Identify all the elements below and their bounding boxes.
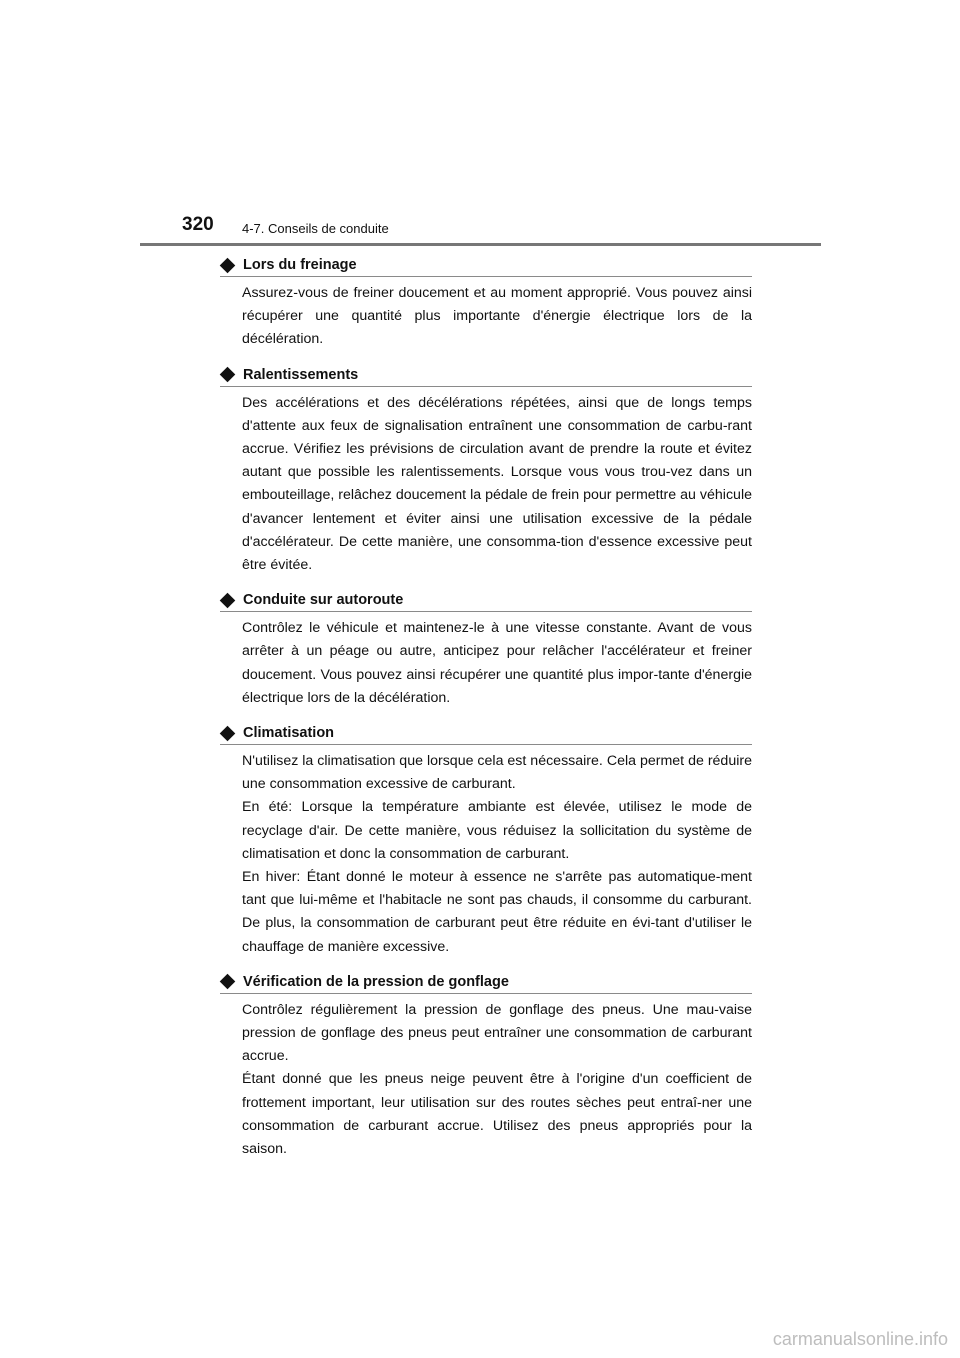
- section-paragraph: Contrôlez régulièrement la pression de gonflage des pneus. Une mau-vaise pression de gonflage des pneus peut entraîner une consommation de carburant accrue.: [242, 1001, 752, 1065]
- section-paragraph: En hiver: Étant donné le moteur à essence ne s'arrête pas automatique-ment tant que lui-même et l'habitacle ne sont pas chauds, il consomme du carburant. De plus, la consommation de carburant peut être réduite en évi-tant d'utiliser le chauffage de manière excessive.: [242, 869, 752, 955]
- section-heading: [220, 971, 752, 994]
- diamond-bullet-icon: [220, 974, 236, 990]
- diamond-bullet-icon: [220, 367, 236, 383]
- section-paragraph: N'utilisez la climatisation que lorsque cela est nécessaire. Cela permet de réduire une consommation excessive de carburant.: [242, 753, 752, 793]
- section-air-conditioning: [220, 722, 752, 959]
- section-highway-driving: [220, 589, 752, 710]
- section-paragraph: Contrôlez le véhicule et maintenez-le à une vitesse constante. Avant de vous arrêter à un péage ou autre, anticipez pour relâcher l'accélérateur et freiner doucement. Vous pouvez ainsi récupérer une quantité plus impor-tante d'énergie électrique lors de la décélération.: [242, 620, 752, 706]
- section-heading: [220, 254, 752, 277]
- section-traffic-jams: [220, 364, 752, 578]
- section-title: Lors du freinage: [243, 257, 357, 273]
- section-paragraph: Étant donné que les pneus neige peuvent être à l'origine d'un coefficient de frottement important, leur utilisation sur des routes sèches peut entraî-ner une consommation de carburant accrue. Utilisez des pneus appropriés pour la saison.: [242, 1071, 752, 1158]
- chapter-title: 4-7. Conseils de conduite: [242, 221, 389, 236]
- section-heading: [220, 364, 752, 387]
- section-heading: [220, 589, 752, 612]
- section-paragraph: Des accélérations et des décélérations répétées, ainsi que de longs temps d'attente aux feux de signalisation entraînent une consommation de carbu-rant accrue. Vérifiez les prévisions de circulation avant de prendre la route et évitez autant que possible les ralentissements. Lorsque vous vous trou-vez dans un embouteillage, relâchez doucement la pédale de frein pour permettre au véhicule d'avancer lentement et éviter ainsi une utilisation excessive de la pédale d'accélérateur. De cette manière, une consomma-tion d'essence excessive peut être évitée.: [242, 394, 752, 574]
- header-rule: [140, 243, 821, 246]
- page-number: 320: [182, 214, 214, 235]
- section-braking: [220, 254, 752, 352]
- section-title: Conduite sur autoroute: [243, 592, 404, 609]
- diamond-bullet-icon: [220, 257, 236, 273]
- section-paragraph: Assurez-vous de freiner doucement et au moment approprié. Vous pouvez ainsi récupérer une quantité plus importante d'énergie électrique lors de la décélération.: [242, 285, 752, 348]
- section-title: Climatisation: [243, 725, 335, 742]
- section-title: Vérification de la pression de gonflage: [243, 973, 509, 990]
- diamond-bullet-icon: [220, 725, 236, 741]
- watermark: carmanualsonline.info: [772, 1329, 948, 1349]
- section-title: Ralentissements: [243, 366, 359, 383]
- page-content: [220, 254, 752, 1173]
- section-paragraph: En été: Lorsque la température ambiante est élevée, utilisez le mode de recyclage d'air. De cette manière, vous réduisez la sollicitation du système de climatisation et donc la consommation de carburant.: [242, 799, 752, 862]
- section-tire-pressure: [220, 971, 752, 1161]
- section-heading: [220, 722, 752, 745]
- diamond-bullet-icon: [220, 592, 236, 608]
